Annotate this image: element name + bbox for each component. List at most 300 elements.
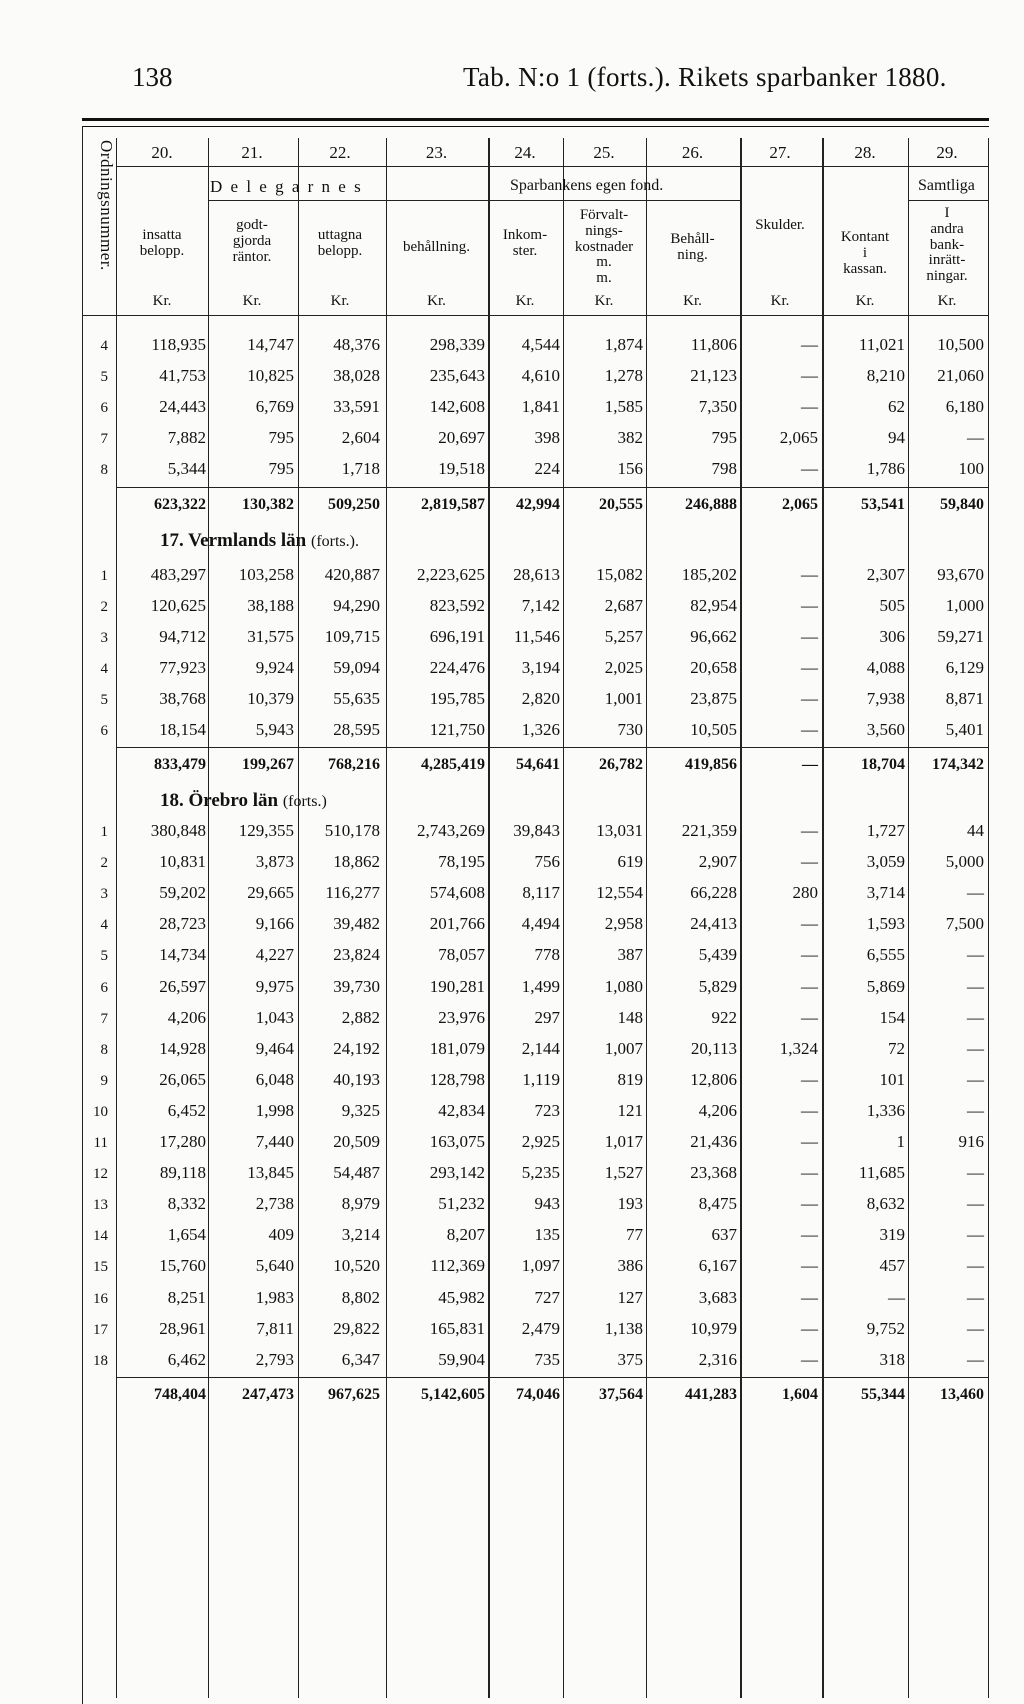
table-cell: 1,138 xyxy=(604,1318,643,1338)
table-cell: 7,142 xyxy=(521,596,560,615)
table-cell: 181,079 xyxy=(429,1038,485,1058)
table-cell: — xyxy=(801,335,818,354)
table-cell: 8,332 xyxy=(167,1194,206,1214)
table-cell: 2,604 xyxy=(341,428,380,447)
table-cell: 2,479 xyxy=(521,1318,560,1338)
table-cell: 8,117 xyxy=(522,883,560,903)
section-number: 17. xyxy=(160,530,189,551)
table-cell: 8,979 xyxy=(341,1194,380,1214)
table-cell: 3,194 xyxy=(521,658,560,677)
row-number: 4 xyxy=(100,661,108,677)
table-cell: 409 xyxy=(268,1225,294,1245)
table-cell: 7,938 xyxy=(866,689,905,708)
column-number: 21. xyxy=(241,143,263,162)
table-cell: — xyxy=(801,366,818,385)
total-cell: 55,344 xyxy=(861,1386,905,1403)
table-cell: 78,057 xyxy=(438,945,485,965)
total-cell: 1,604 xyxy=(782,1386,818,1403)
total-cell: 5,142,605 xyxy=(421,1386,485,1403)
table-cell: 51,232 xyxy=(438,1194,485,1214)
table-cell: 11,685 xyxy=(858,1163,905,1183)
column-label: I andra bank- inrätt- ningar. xyxy=(926,205,968,284)
table-cell: — xyxy=(801,852,818,872)
column-label: Kontant i kassan. xyxy=(840,229,890,277)
table-cell: 5,829 xyxy=(698,976,737,996)
page-number: 138 xyxy=(132,62,173,92)
table-cell: 1,983 xyxy=(255,1287,294,1307)
table-cell: 72 xyxy=(888,1038,905,1058)
table-cell: 8,871 xyxy=(945,689,984,708)
table-cell: 5,000 xyxy=(945,852,984,872)
row-number: 10 xyxy=(93,1103,108,1120)
table-cell: — xyxy=(801,720,818,739)
table-cell: 696,191 xyxy=(429,627,485,646)
table-cell: 6,769 xyxy=(255,397,294,416)
table-cell: 318 xyxy=(879,1349,905,1369)
table-cell: 142,608 xyxy=(429,397,485,416)
row-number: 16 xyxy=(93,1290,108,1307)
table-cell: — xyxy=(801,1287,818,1307)
table-cell: 10,831 xyxy=(159,852,206,872)
table-cell: 5,943 xyxy=(255,720,294,739)
group-rule xyxy=(908,200,988,201)
column-label: godt- gjorda räntor. xyxy=(232,217,272,265)
table-cell: 3,714 xyxy=(866,883,905,903)
column-number: 20. xyxy=(151,143,173,162)
total-cell: 54,641 xyxy=(516,756,560,773)
table-cell: 82,954 xyxy=(690,596,737,615)
total-cell: 833,479 xyxy=(154,756,206,773)
row-number: 4 xyxy=(100,338,108,354)
table-cell: 118,935 xyxy=(151,335,206,354)
section-name: Örebro län xyxy=(188,790,283,811)
table-cell: 96,662 xyxy=(690,627,737,646)
total-cell: 441,283 xyxy=(685,1386,737,1403)
column-rule xyxy=(563,138,564,1698)
total-cell: 199,267 xyxy=(242,756,294,773)
table-cell: 1,001 xyxy=(604,689,643,708)
table-cell: 2,882 xyxy=(341,1007,380,1027)
table-cell: — xyxy=(967,1349,984,1369)
table-cell: 14,747 xyxy=(247,335,294,354)
table-cell: 20,658 xyxy=(690,658,737,677)
table-cell: 38,768 xyxy=(159,689,206,708)
row-number: 7 xyxy=(100,431,108,447)
table-cell: 13,845 xyxy=(247,1163,294,1183)
section-heading xyxy=(160,530,359,552)
total-cell: 509,250 xyxy=(328,496,380,513)
table-cell: 505 xyxy=(879,596,905,615)
table-cell: — xyxy=(967,945,984,965)
column-unit: Kr. xyxy=(770,293,790,309)
table-cell: 41,753 xyxy=(159,366,206,385)
total-cell: 26,782 xyxy=(599,756,643,773)
table-cell: 637 xyxy=(711,1225,737,1245)
total-cell: 4,285,419 xyxy=(421,756,485,773)
table-cell: 15,082 xyxy=(596,565,643,584)
table-cell: 2,743,269 xyxy=(417,821,485,840)
row-number: 4 xyxy=(100,917,108,934)
table-cell: — xyxy=(801,1256,818,1276)
row-number: 13 xyxy=(93,1197,108,1214)
table-cell: 24,443 xyxy=(159,397,206,416)
group-rule xyxy=(208,200,740,201)
table-cell: 29,665 xyxy=(247,883,294,903)
table-cell: 795 xyxy=(268,459,294,478)
table-cell: 8,210 xyxy=(866,366,905,385)
table-cell: 9,325 xyxy=(341,1100,380,1120)
table-cell: 59,094 xyxy=(333,658,380,677)
table-cell: 375 xyxy=(617,1349,643,1369)
table-cell: 7,882 xyxy=(167,428,206,447)
table-cell: 15,760 xyxy=(159,1256,206,1276)
table-cell: 2,958 xyxy=(604,914,643,934)
table-cell: — xyxy=(801,1318,818,1338)
table-cell: 5,401 xyxy=(945,720,984,739)
total-cell: 20,555 xyxy=(599,496,643,513)
table-cell: 306 xyxy=(879,627,905,646)
row-number: 2 xyxy=(100,599,108,615)
table-cell: 6,180 xyxy=(945,397,984,416)
column-unit: Kr. xyxy=(855,293,875,309)
table-cell: 121 xyxy=(617,1100,643,1120)
table-cell: 2,925 xyxy=(521,1132,560,1151)
table-cell: 24,192 xyxy=(333,1038,380,1058)
table-cell: 11,806 xyxy=(690,335,737,354)
table-cell: 8,632 xyxy=(866,1194,905,1214)
table-cell: 39,730 xyxy=(333,976,380,996)
table-cell: 38,188 xyxy=(247,596,294,615)
row-number: 7 xyxy=(100,1010,108,1027)
group-header-samtliga: Samtliga xyxy=(918,177,975,194)
table-cell: 48,376 xyxy=(333,335,380,354)
table-cell: 2,687 xyxy=(604,596,643,615)
table-cell: 778 xyxy=(534,945,560,965)
top-rule xyxy=(82,118,989,121)
total-rule xyxy=(116,747,988,748)
table-cell: 6,048 xyxy=(255,1069,294,1089)
column-number: 23. xyxy=(425,143,448,162)
table-cell: 103,258 xyxy=(238,565,294,584)
total-cell: 623,322 xyxy=(154,496,206,513)
table-cell: — xyxy=(801,1069,818,1089)
table-cell: 193 xyxy=(617,1194,643,1214)
table-cell: 795 xyxy=(268,428,294,447)
table-cell: — xyxy=(801,1349,818,1369)
table-cell: 2,316 xyxy=(698,1349,737,1369)
table-cell: 8,802 xyxy=(341,1287,380,1307)
table-cell: 23,875 xyxy=(690,689,737,708)
table-cell: 235,643 xyxy=(429,366,485,385)
table-cell: 101 xyxy=(879,1069,905,1089)
table-cell: 1,324 xyxy=(779,1038,818,1058)
table-cell: 6,452 xyxy=(167,1100,206,1120)
table-cell: 1 xyxy=(896,1132,905,1151)
table-cell: 94,712 xyxy=(159,627,206,646)
table-cell: 1,000 xyxy=(945,596,984,615)
table-cell: 4,227 xyxy=(255,945,294,965)
column-unit: Kr. xyxy=(330,293,350,309)
total-cell: 74,046 xyxy=(516,1386,560,1403)
total-cell: 130,382 xyxy=(242,496,294,513)
table-cell: 4,206 xyxy=(167,1007,206,1027)
table-cell: 18,154 xyxy=(159,720,206,739)
table-cell: — xyxy=(801,821,818,840)
table-cell: 1,585 xyxy=(604,397,643,416)
table-cell: 4,610 xyxy=(521,366,560,385)
column-rule xyxy=(822,138,824,1698)
table-cell: 148 xyxy=(617,1007,643,1027)
table-cell: 185,202 xyxy=(681,565,737,584)
row-number: 11 xyxy=(93,1135,108,1151)
table-cell: — xyxy=(801,1132,818,1151)
table-cell: 1,326 xyxy=(521,720,560,739)
table-cell: 78,195 xyxy=(438,852,485,872)
table-cell: 382 xyxy=(617,428,643,447)
table-cell: 6,347 xyxy=(341,1349,380,1369)
table-cell: 1,336 xyxy=(866,1100,905,1120)
table-cell: 5,869 xyxy=(866,976,905,996)
table-cell: 2,820 xyxy=(521,689,560,708)
table-cell: 54,487 xyxy=(333,1163,380,1183)
row-number: 15 xyxy=(93,1259,108,1276)
table-cell: — xyxy=(967,1194,984,1214)
table-cell: 10,500 xyxy=(937,335,984,354)
table-cell: — xyxy=(801,459,818,478)
table-cell: 28,961 xyxy=(159,1318,206,1338)
table-cell: 44 xyxy=(967,821,984,840)
column-unit: Kr. xyxy=(594,293,614,309)
table-cell: — xyxy=(967,976,984,996)
table-cell: 1,097 xyxy=(521,1256,560,1276)
total-cell: — xyxy=(802,756,818,773)
table-cell: 5,439 xyxy=(698,945,737,965)
row-number: 6 xyxy=(100,400,108,416)
table-cell: 12,554 xyxy=(596,883,643,903)
total-cell: 59,840 xyxy=(940,496,984,513)
table-cell: — xyxy=(801,976,818,996)
table-cell: 42,834 xyxy=(438,1100,485,1120)
table-cell: 14,928 xyxy=(159,1038,206,1058)
table-cell: 12,806 xyxy=(690,1069,737,1089)
table-cell: 39,843 xyxy=(513,821,560,840)
table-cell: 1,527 xyxy=(604,1163,643,1183)
table-cell: 8,475 xyxy=(698,1194,737,1214)
table-cell: 10,979 xyxy=(690,1318,737,1338)
table-cell: — xyxy=(888,1287,905,1307)
column-unit: Kr. xyxy=(937,293,957,309)
table-cell: 2,144 xyxy=(521,1038,560,1058)
column-unit: Kr. xyxy=(152,293,172,309)
column-number: 28. xyxy=(854,143,876,162)
table-cell: 5,640 xyxy=(255,1256,294,1276)
total-rule xyxy=(116,487,988,488)
table-cell: 730 xyxy=(617,720,643,739)
group-header-sparbankens: Sparbankens egen fond. xyxy=(510,177,664,194)
row-number: 5 xyxy=(100,692,108,708)
table-cell: — xyxy=(801,1194,818,1214)
table-cell: 3,560 xyxy=(866,720,905,739)
table-cell: 5,235 xyxy=(521,1163,560,1183)
table-cell: 4,206 xyxy=(698,1100,737,1120)
table-cell: 21,060 xyxy=(937,366,984,385)
table-cell: 154 xyxy=(879,1007,905,1027)
top-rule-thin xyxy=(82,126,989,127)
table-cell: 6,167 xyxy=(698,1256,737,1276)
column-label: insatta belopp. xyxy=(139,227,185,259)
table-cell: 386 xyxy=(617,1256,643,1276)
table-cell: — xyxy=(967,1163,984,1183)
table-cell: 9,752 xyxy=(866,1318,905,1338)
table-cell: 1,007 xyxy=(604,1038,643,1058)
total-cell: 419,856 xyxy=(685,756,737,773)
section-name: Vermlands län xyxy=(188,530,311,551)
table-cell: 23,824 xyxy=(333,945,380,965)
column-rule xyxy=(988,138,989,1698)
column-number: 22. xyxy=(329,143,351,162)
row-number: 17 xyxy=(93,1321,108,1338)
table-cell: 20,509 xyxy=(333,1132,380,1151)
table-cell: 3,873 xyxy=(255,852,294,872)
table-cell: 1,874 xyxy=(604,335,643,354)
table-cell: 127 xyxy=(617,1287,643,1307)
table-cell: 916 xyxy=(958,1132,984,1151)
table-cell: 128,798 xyxy=(429,1069,485,1089)
column-number: 24. xyxy=(514,143,536,162)
table-cell: 89,118 xyxy=(159,1163,206,1183)
table-cell: 619 xyxy=(617,852,643,872)
table-cell: 1,998 xyxy=(255,1100,294,1120)
table-cell: — xyxy=(967,428,984,447)
table-cell: 221,359 xyxy=(681,821,737,840)
table-cell: 94 xyxy=(888,428,905,447)
table-cell: 45,982 xyxy=(438,1287,485,1307)
table-cell: — xyxy=(801,1163,818,1183)
column-rule xyxy=(298,138,299,1698)
table-cell: — xyxy=(967,1287,984,1307)
table-cell: 280 xyxy=(792,883,818,903)
table-cell: 21,123 xyxy=(690,366,737,385)
table-cell: 121,750 xyxy=(429,720,485,739)
table-cell: 1,080 xyxy=(604,976,643,996)
table-cell: 23,976 xyxy=(438,1007,485,1027)
table-cell: 483,297 xyxy=(150,565,206,584)
column-number: 25. xyxy=(593,143,615,162)
table-cell: 40,193 xyxy=(333,1069,380,1089)
table-cell: 28,595 xyxy=(333,720,380,739)
table-cell: 9,924 xyxy=(255,658,294,677)
section-forts: (forts.) xyxy=(282,793,327,810)
table-cell: 319 xyxy=(879,1225,905,1245)
table-cell: 14,734 xyxy=(159,945,206,965)
table-cell: 2,793 xyxy=(255,1349,294,1369)
total-cell: 768,216 xyxy=(328,756,380,773)
table-cell: 9,166 xyxy=(255,914,294,934)
table-cell: 116,277 xyxy=(325,883,380,903)
table-cell: — xyxy=(967,1318,984,1338)
column-rule xyxy=(908,138,909,1698)
column-number: 27. xyxy=(769,143,791,162)
total-cell: 42,994 xyxy=(516,496,560,513)
table-cell: 398 xyxy=(534,428,560,447)
table-cell: 224 xyxy=(534,459,560,478)
table-cell: 39,482 xyxy=(333,914,380,934)
column-rule xyxy=(386,138,387,1698)
table-cell: 1,119 xyxy=(522,1069,560,1089)
column-label: Behåll- ning. xyxy=(670,231,715,263)
total-cell: 13,460 xyxy=(940,1386,984,1403)
row-number: 2 xyxy=(100,855,108,872)
table-cell: — xyxy=(967,1069,984,1089)
table-cell: 1,043 xyxy=(255,1007,294,1027)
table-cell: 6,129 xyxy=(945,658,984,677)
table-cell: 2,223,625 xyxy=(417,565,485,584)
table-cell: 195,785 xyxy=(429,689,485,708)
table-cell: 2,065 xyxy=(779,428,818,447)
table-cell: 735 xyxy=(534,1349,560,1369)
table-cell: — xyxy=(801,397,818,416)
row-number: 8 xyxy=(100,462,108,478)
column-number: 26. xyxy=(681,143,704,162)
column-rule xyxy=(116,138,117,1698)
table-cell: 26,597 xyxy=(159,976,206,996)
table-cell: 17,280 xyxy=(159,1132,206,1151)
row-number: 3 xyxy=(100,630,108,646)
table-cell: 59,202 xyxy=(159,883,206,903)
column-number: 29. xyxy=(936,143,958,162)
table-cell: 922 xyxy=(711,1007,737,1027)
column-unit: Kr. xyxy=(427,293,446,309)
table-cell: 457 xyxy=(879,1256,905,1276)
table-cell: 31,575 xyxy=(247,627,294,646)
table-cell: 77,923 xyxy=(159,658,206,677)
table-cell: — xyxy=(967,883,984,903)
table-cell: 29,822 xyxy=(333,1318,380,1338)
column-rule xyxy=(208,138,209,1698)
header-rule xyxy=(116,166,988,167)
table-cell: 1,841 xyxy=(521,397,560,416)
table-cell: 6,462 xyxy=(167,1349,206,1369)
table-cell: 756 xyxy=(534,852,560,872)
table-cell: 93,670 xyxy=(937,565,984,584)
table-cell: 7,500 xyxy=(945,914,984,934)
table-cell: 3,683 xyxy=(698,1287,737,1307)
table-cell: 510,178 xyxy=(324,821,380,840)
table-cell: — xyxy=(801,914,818,934)
side-label-ordningsnummer: Ordningsnummer. xyxy=(97,140,116,271)
table-cell: 11,021 xyxy=(858,335,905,354)
table-cell: 1,017 xyxy=(604,1132,643,1151)
table-cell: 2,907 xyxy=(698,852,737,872)
row-number: 6 xyxy=(100,723,108,739)
table-cell: 62 xyxy=(888,397,905,416)
table-cell: 9,975 xyxy=(255,976,294,996)
table-cell: — xyxy=(801,1007,818,1027)
table-cell: 7,440 xyxy=(255,1132,294,1151)
left-rule xyxy=(82,126,83,1704)
column-label: Förvalt- nings- kostnader m. m. xyxy=(574,207,634,286)
table-cell: — xyxy=(801,689,818,708)
table-cell: 574,608 xyxy=(429,883,485,903)
table-cell: 5,344 xyxy=(167,459,206,478)
total-cell: 2,065 xyxy=(782,496,818,513)
table-cell: 38,028 xyxy=(333,366,380,385)
table-cell: 297 xyxy=(534,1007,560,1027)
table-cell: 4,494 xyxy=(521,914,560,934)
total-cell: 53,541 xyxy=(861,496,905,513)
table-cell: 4,088 xyxy=(866,658,905,677)
table-cell: 28,723 xyxy=(159,914,206,934)
